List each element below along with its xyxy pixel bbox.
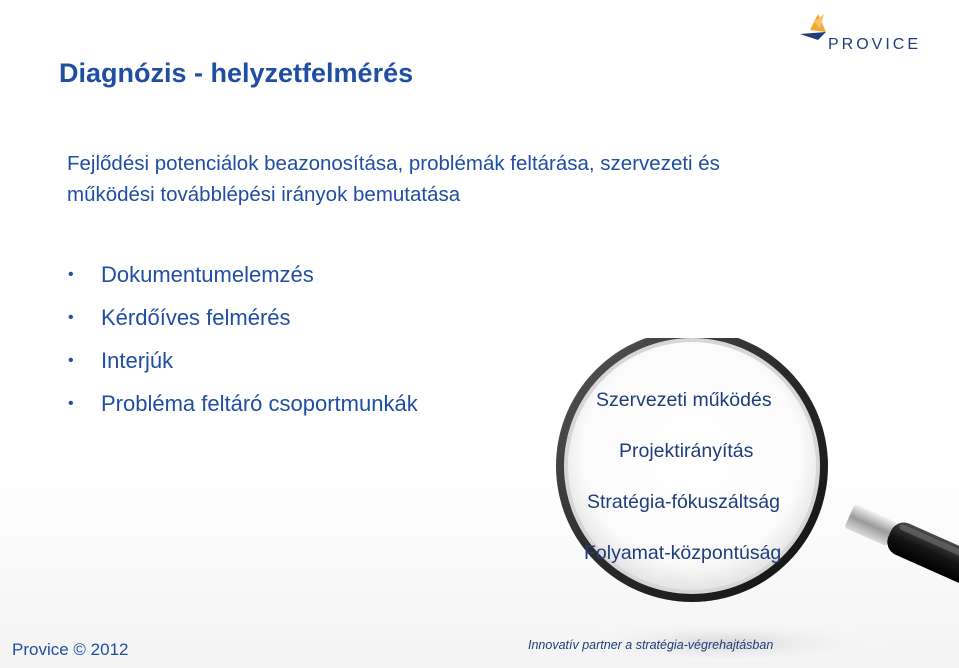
bullet-label: Interjúk (101, 348, 174, 373)
method-bullet-list (68, 258, 418, 430)
bullet-item (68, 344, 418, 387)
logo-text: PROVICE (828, 36, 922, 53)
subtitle-line: Fejlődési potenciálok beazonosítása, problémák feltárása, szervezeti és (67, 152, 720, 175)
provice-logo (796, 10, 946, 54)
bullet-item (68, 301, 418, 344)
magnifying-glass-icon (548, 338, 959, 658)
bullet-item (68, 258, 418, 301)
lens-item: Projektirányítás (619, 440, 754, 462)
subtitle-line: működési továbblépési irányok bemutatása (67, 183, 461, 206)
lens-item: Stratégia-fókuszáltság (587, 491, 780, 513)
footer-copyright: Provice © 2012 (12, 640, 129, 659)
slide-title: Diagnózis - helyzetfelmérés (59, 58, 414, 88)
bullet-label: Kérdőíves felmérés (101, 305, 291, 330)
bullet-label: Probléma feltáró csoportmunkák (101, 391, 418, 416)
bullet-label: Dokumentumelemzés (101, 262, 314, 287)
bullet-item (68, 387, 418, 430)
slide-subtitle (67, 148, 867, 210)
bullet-icon: • (68, 309, 74, 326)
bullet-icon: • (68, 395, 74, 412)
lens-item: Folyamat-központúság (584, 542, 782, 564)
bullet-icon: • (68, 352, 74, 369)
lens-item: Szervezeti működés (596, 389, 772, 411)
bullet-icon: • (68, 266, 74, 283)
footer-tagline: Innovatív partner a stratégia-végrehajtásban (528, 638, 774, 652)
